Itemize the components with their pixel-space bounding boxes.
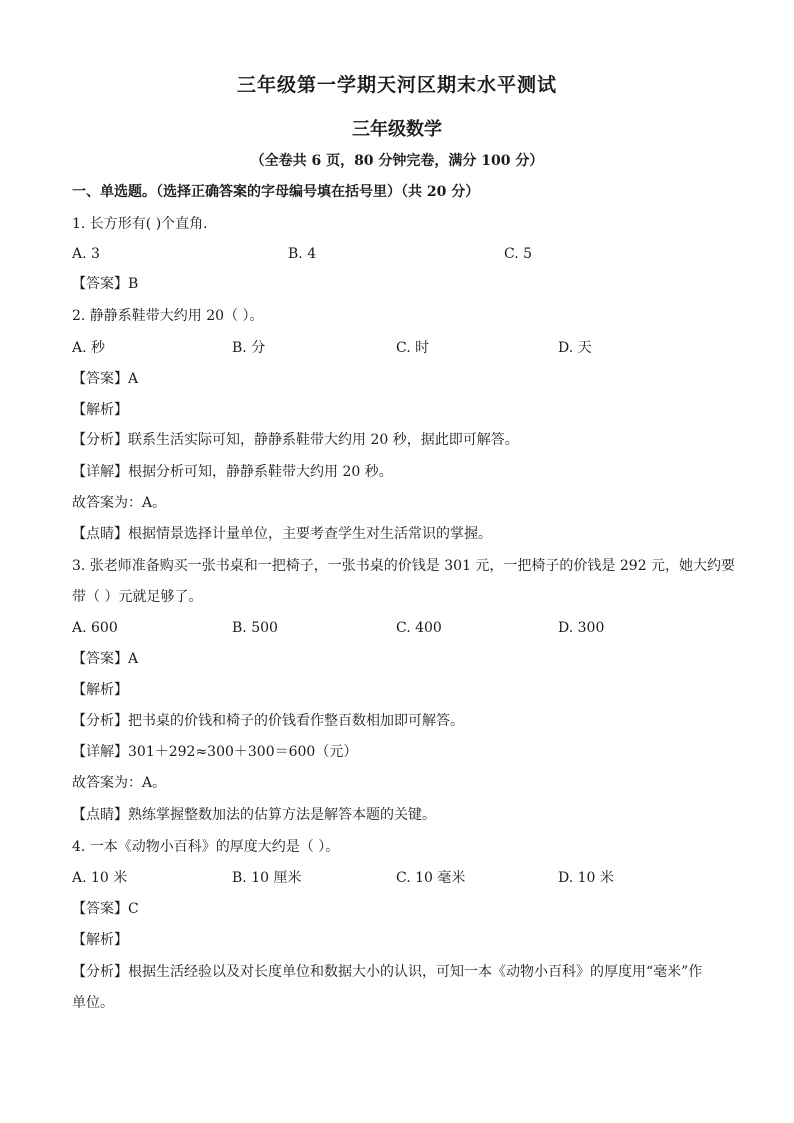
question-3-stem-line1: 3. 张老师准备购买一张书桌和一把椅子，一张书桌的价钱是 301 元，一把椅子的价钱是 292 元，她大约要 [72,558,736,574]
question-2-dianjing: 【点睛】根据情景选择计量单位，主要考查学生对生活常识的掌握。 [72,526,492,542]
question-2-option-d: D. 天 [558,340,592,356]
question-4-fenxi-line2: 单位。 [72,995,114,1011]
question-2-stem: 2. 静静系鞋带大约用 20（ ）。 [72,308,264,324]
question-2-options [72,338,722,358]
question-1-answer: 【答案】B [72,276,139,292]
question-4-analysis-label: 【解析】 [72,932,128,948]
question-3-fenxi: 【分析】把书桌的价钱和椅子的价钱看作整百数相加即可解答。 [72,713,464,729]
question-1-stem: 1. 长方形有( )个直角． [72,216,218,232]
question-4-option-d: D. 10 米 [558,870,614,886]
question-2-option-c: C. 时 [396,340,430,356]
question-3-answer: 【答案】A [72,651,139,667]
question-3-analysis-label: 【解析】 [72,682,128,698]
question-2-option-a: A. 秒 [72,340,106,356]
question-2-fenxi: 【分析】联系生活实际可知，静静系鞋带大约用 20 秒，据此即可解答。 [72,432,519,448]
exam-subtitle: 三年级数学 [352,119,442,140]
question-3-option-b: B. 500 [232,620,278,636]
question-4-options [72,868,722,888]
question-4-fenxi-line1: 【分析】根据生活经验以及对长度单位和数据大小的认识，可知一本《动物小百科》的厚度用“毫米”作 [72,964,703,980]
question-2-xiangjie: 【详解】根据分析可知，静静系鞋带大约用 20 秒。 [72,464,393,480]
exam-title: 三年级第一学期天河区期末水平测试 [236,74,557,96]
question-4-stem: 4. 一本《动物小百科》的厚度大约是（ ）。 [72,839,340,855]
question-3-stem-line2: 带（ ）元就足够了。 [72,589,203,605]
question-2-analysis-label: 【解析】 [72,402,128,418]
question-2-option-b: B. 分 [232,340,266,356]
question-1-option-a: A. 3 [72,246,100,262]
question-1-option-b: B. 4 [288,246,317,262]
question-1-options [72,244,722,264]
question-4-option-b: B. 10 厘米 [232,870,302,886]
section-heading: 一、单选题。（选择正确答案的字母编号填在括号里）（共 20 分） [72,184,480,200]
question-4-answer: 【答案】C [72,901,139,917]
question-2-answer: 【答案】A [72,371,139,387]
question-1-option-c: C. 5 [504,246,533,262]
question-3-options [72,618,722,638]
question-3-option-d: D. 300 [558,620,605,636]
question-3-xiangjie: 【详解】301＋292≈300＋300＝600（元） [72,744,358,760]
question-3-option-c: C. 400 [396,620,442,636]
question-4-option-c: C. 10 毫米 [396,870,466,886]
exam-info: （全卷共 6 页，80 分钟完卷，满分 100 分） [250,153,544,169]
question-3-conclusion: 故答案为：A。 [72,775,167,791]
question-3-dianjing: 【点睛】熟练掌握整数加法的估算方法是解答本题的关键。 [72,807,436,823]
question-3-option-a: A. 600 [72,620,118,636]
question-4-option-a: A. 10 米 [72,870,128,886]
question-2-conclusion: 故答案为：A。 [72,495,167,511]
